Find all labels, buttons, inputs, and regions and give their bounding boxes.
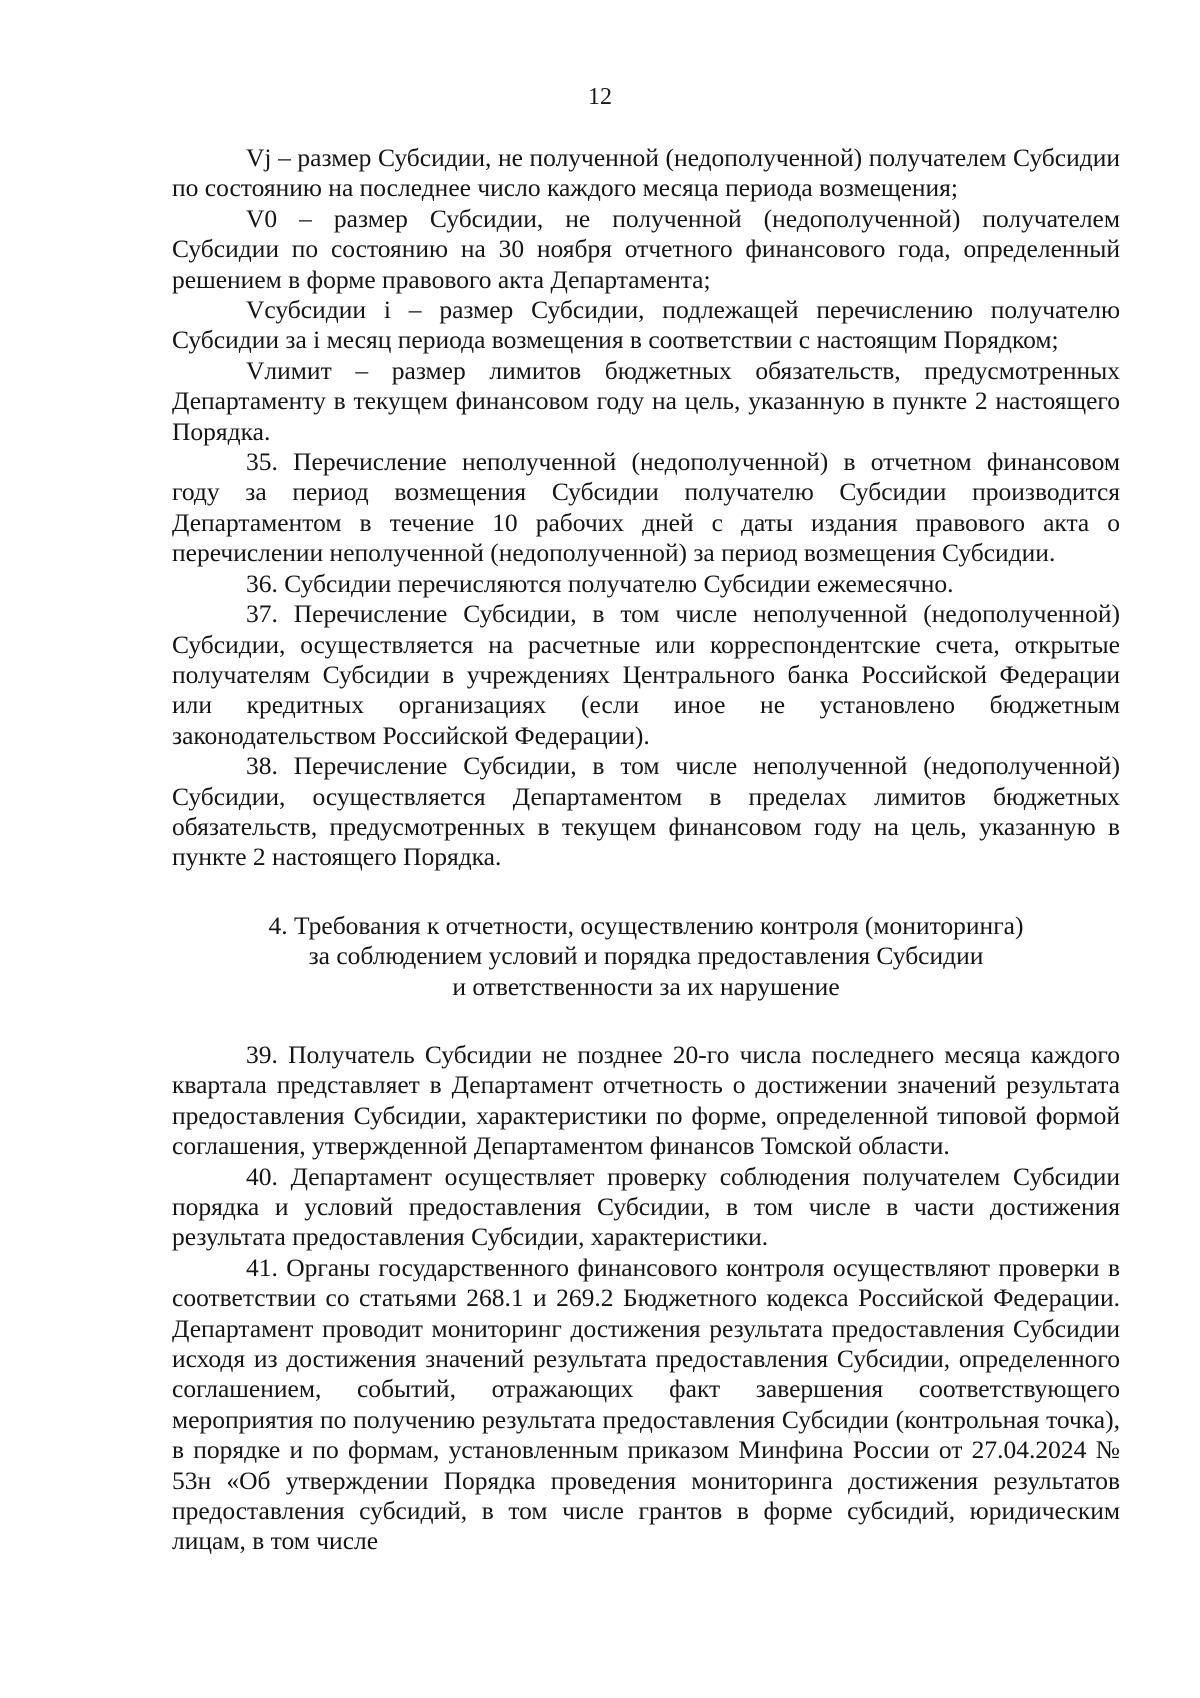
paragraph-38: 38. Перечисление Субсидии, в том числе неполученной (недополученной) Субсидии, осуществляется Департаментом в пределах лимитов бюджетных обязательств, предусмотренных в текущем финансовом году на цель, указанную в пункте 2 настоящего Порядка.: [172, 751, 1120, 872]
paragraph-37: 37. Перечисление Субсидии, в том числе неполученной (недополученной) Субсидии, осуществляется на расчетные или корреспондентские счета, открытые получателям Субсидии в учреждениях Центрального банка Российской Федерации или кредитных организациях (если иное не установлено бюджетным законодательством Российской Федерации).: [172, 599, 1120, 750]
paragraph-39: 39. Получатель Субсидии не позднее 20-го числа последнего месяца каждого квартала представляет в Департамент отчетность о достижении значений результата предоставления Субсидии, характеристики по форме, определенной типовой формой соглашения, утвержденной Департаментом финансов Томской области.: [172, 1039, 1120, 1161]
paragraph-36: 36. Субсидии перечисляются получателю Субсидии ежемесячно.: [246, 568, 954, 598]
document-body: [172, 143, 1120, 1557]
paragraph-v0-definition: V0 – размер Субсидии, не полученной (недополученной) получателем Субсидии по состоянию на 30 ноября отчетного финансового года, определенный решением в форме правового акта Департамента;: [172, 203, 1120, 294]
section-heading-line-1: 4. Требования к отчетности, осуществлению контроля (мониторинга): [268, 910, 1024, 940]
paragraph-35: 35. Перечисление неполученной (недополученной) в отчетном финансовом году за период возмещения Субсидии получателю Субсидии производится Департаментом в течение 10 рабочих дней с даты издания правового акта о перечислении неполученной (недополученной) за период возмещения Субсидии.: [172, 447, 1120, 568]
section-heading-line-3: и ответственности за их нарушение: [452, 971, 840, 1001]
paragraph-vsubsidii-definition: Vсубсидии i – размер Субсидии, подлежащей перечислению получателю Субсидии за i месяц периода возмещения в соответствии с настоящим Порядком;: [172, 295, 1120, 355]
paragraph-vlimit-definition: Vлимит – размер лимитов бюджетных обязательств, предусмотренных Департаменту в текущем финансовом году на цель, указанную в пункте 2 настоящего Порядка.: [172, 355, 1120, 446]
paragraph-40: 40. Департамент осуществляет проверку соблюдения получателем Субсидии порядка и условий предоставления Субсидии, в том числе в части достижения результата предоставления Субсидии, характеристики.: [172, 1161, 1120, 1252]
section-heading-line-2: за соблюдением условий и порядка предоставления Субсидии: [308, 941, 984, 971]
section-heading: [172, 911, 1120, 1002]
page-number: 12: [588, 84, 612, 110]
paragraph-vj-definition: Vj – размер Субсидии, не полученной (недополученной) получателем Субсидии по состоянию на последнее число каждого месяца периода возмещения;: [172, 143, 1120, 203]
paragraph-41: 41. Органы государственного финансового контроля осуществляют проверки в соответствии со статьями 268.1 и 269.2 Бюджетного кодекса Российской Федерации. Департамент проводит мониторинг достижения результата предоставления Субсидии исходя из достижения значений результата предоставления Субсидии, определенного соглашением, событий, отражающих факт завершения соответствующего мероприятия по получению результата предоставления Субсидии (контрольная точка), в порядке и по формам, установленным приказом Минфина России от 27.04.2024 № 53н «Об утверждении Порядка проведения мониторинга достижения результатов предоставления субсидий, в том числе грантов в форме субсидий, юридическим лицам, в том числе: [172, 1252, 1120, 1556]
